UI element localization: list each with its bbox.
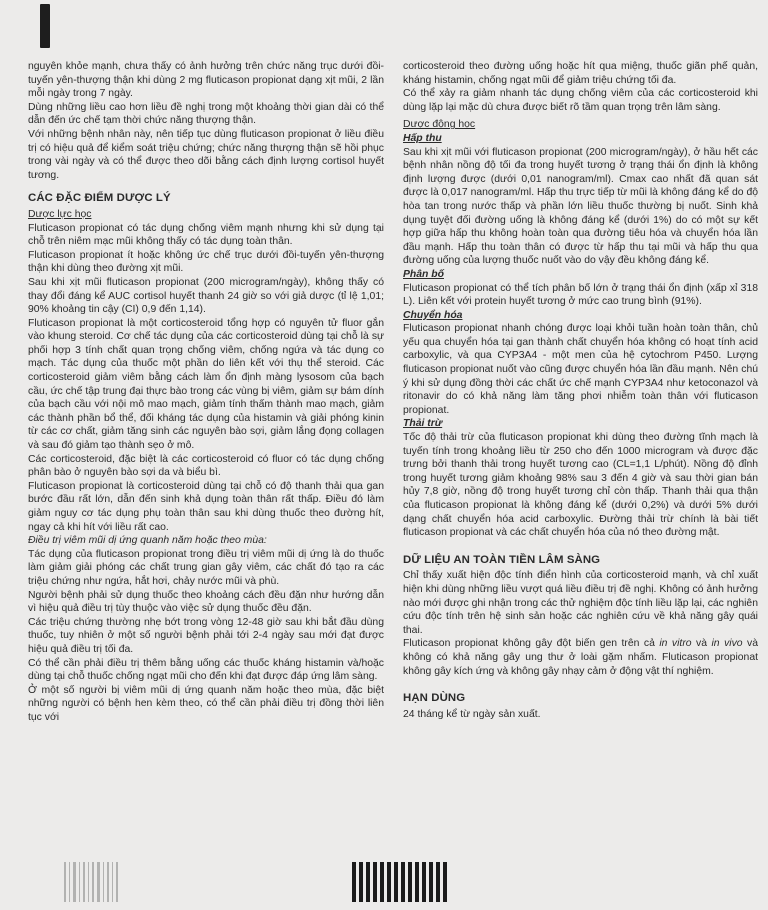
safety-text: và không có khả năng gây ung thư ở loài gặm nhấm. Fluticason propionat không gây kích ứng và không gây nhạy cảm ở động vật thí nghiệm. [403,638,758,677]
expiry-text: 24 tháng kể từ ngày sản xuất. [403,708,541,720]
intro-paragraph: Với những bệnh nhân này, nên tiếp tục dùng fluticason propionat ở liều điều trị có hiệu quả để kiểm soát triệu chứng; chức năng thượng thận sẽ hồi phục trong vài ngày và có thể được theo dõi bằng cách định lượng cortisol huyết tương. [28,128,384,181]
left-column [28,60,384,725]
continued-paragraph: corticosteroid theo đường uống hoặc hít qua miệng, thuốc giãn phế quản, kháng histamin, chống ngạt mũi để giảm triệu chứng tối đa. [403,61,758,86]
safety-text: Fluticason propionat không gây đột biến gen trên cả [403,638,660,650]
section-heading-safety: DỮ LIỆU AN TOÀN TIỀN LÂM SÀNG [403,553,601,566]
subheading-pharmacodynamics: Dược lực học [28,208,92,220]
pd-paragraph: Fluticason propionat là corticosteroid dùng tại chỗ có độ thanh thải qua gan bước đầu rất lớn, dẫn đến sinh khả dụng toàn thân rất thấp. Điều đó làm giảm nguy cơ tác dụng phụ toàn thân sau khi dùng thuốc theo đường hít, ngay cả khi hít với liều rất cao. [28,480,384,533]
subheading-elimination: Thải trừ [403,418,443,430]
elimination-paragraph: Tốc độ thải trừ của fluticason propionat khi dùng theo đường tĩnh mạch là tuyến tính trong khoảng liều từ 250 cho đến 1000 microgram và được đặc trưng bởi thanh thải trong huyết tương cao (CL=1,1 L/phút). Nồng độ đỉnh trong huyết tương giảm khoảng 98% sau 3 đến 4 giờ và sau thời gian bán hủy 7,8 giờ, nồng độ trong huyết tương chỉ còn thấp. Thanh thải qua thận của fluticason propionat là không đáng kể (dưới 0,2%) và dưới 5% dưới dạng chất chuyển hóa acid carboxylic. Đường thải trừ chính là bài tiết fluticason propionat và các chất chuyển hóa của nó theo đường mật. [403,432,758,539]
treatment-paragraph: Người bệnh phải sử dụng thuốc theo khoảng cách đều đặn như hướng dẫn vì hiệu quả điều trị tùy thuộc vào việc sử dụng thuốc đều đặn. [28,589,384,615]
subheading-treatment: Điều trị viêm mũi dị ứng quanh năm hoặc theo mùa: [28,535,267,547]
pd-paragraph: Sau khi xịt mũi fluticason propionat (200 microgram/ngày), không thấy có thay đổi đáng kể AUC cortisol huyết thanh 24 giờ so với giả dược (tỉ lệ 1,01; 90% khoảng tin cậy (CI) 0,9 đến 1,14). [28,276,384,316]
section-heading-expiry: HẠN DÙNG [403,692,466,705]
metabolism-paragraph: Fluticason propionat nhanh chóng được loại khỏi tuần hoàn toàn thân, chủ yếu qua chuyển hóa tại gan thành chất chuyển hóa không có hoạt tính acid carboxylic, và qua CYP3A4 - một men của hệ cytochrom P450. Lượng fluticason propionat nuốt vào cũng được chuyển hóa lần đầu mạnh. Nên chú ý khi sử dụng đồng thời các chất ức chế mạnh CYP3A4 như ketoconazol và ritonavir do có khả năng làm tăng phơi nhiễm toàn thân với fluticason propionat. [403,323,758,416]
intro-paragraph: nguyên khỏe mạnh, chưa thấy có ảnh hưởng trên chức năng trục dưới đồi-tuyến yên-thượng thận khi dùng 2 mg fluticason propionat dạng xịt mũi, 2 lần mỗi ngày trong 7 ngày. [28,61,384,100]
pd-paragraph: Fluticason propionat có tác dụng chống viêm mạnh nhưng khi sử dụng tại chỗ trên niêm mạc mũi không thấy có tác dụng toàn thân. [28,222,384,248]
intro-paragraph: Dùng những liều cao hơn liều đề nghị trong một khoảng thời gian dài có thể dẫn đến ức chế tạm thời chức năng thượng thận. [28,101,384,127]
barcode-faded [64,862,121,902]
subheading-absorption: Hấp thu [403,132,442,144]
barcode [352,862,450,902]
subheading-metabolism: Chuyển hóa [403,309,463,321]
safety-paragraph-genotox [403,637,758,678]
treatment-paragraph: Các triệu chứng thường nhẹ bớt trong vòng 12-48 giờ sau khi bắt đầu dùng thuốc, tuy nhiên ở một số người bệnh phải tới 2-4 ngày sau mới đạt được hiệu quả điều trị tối đa. [28,616,384,655]
subheading-pharmacokinetics: Dược động học [403,119,476,131]
absorption-paragraph: Sau khi xịt mũi với fluticason propionat (200 microgram/ngày), ở hầu hết các bệnh nhân nồng độ tối đa trong huyết tương ở trạng thái ổn định là không định lượng được (dưới 0,01 nanogram/ml). Cmax cao nhất đã quan sát được là 0,017 nanogram/ml. Hấp thu trực tiếp từ mũi là không đáng kể do độ hòa tan trong nước thấp và phần lớn liều thuốc thường bị nuốt. Sinh khả dụng tuyệt đối đường uống là không đáng kể (dưới 1%) do có một sự kết hợp giữa hấp thu không hoàn toàn qua đường tiêu hóa và chuyển hóa lần đầu mạnh. Hấp thu toàn thân có được từ hấp thu tại mũi và hấp thu qua đường uống của lượng thuốc nuốt vào do vậy đều không đáng kể. [403,146,758,267]
treatment-paragraph: Ở một số người bị viêm mũi dị ứng quanh năm hoặc theo mùa, đặc biệt những người có bệnh hen kèm theo, có thể cần phải điều trị đồng thời liên tục với [28,684,384,723]
treatment-paragraph: Tác dụng của fluticason propionat trong điều trị viêm mũi dị ứng là do thuốc làm giảm giải phóng các chất trung gian gây viêm, các chất đó tạo ra các triệu chứng như ngứa, hắt hơi, chảy nước mũi và phù. [28,548,384,587]
distribution-paragraph: Fluticason propionat có thể tích phân bố lớn ở trạng thái ổn định (xấp xỉ 318 L). Liên kết với protein huyết tương ở mức cao trung bình (91%). [403,282,758,308]
pd-paragraph: Fluticason propionat ít hoặc không ức chế trục dưới đồi-tuyến yên-thượng thận khi dùng theo đường xịt mũi. [28,249,384,275]
pd-paragraph: Fluticason propionat là một corticosteroid tổng hợp có nguyên tử fluor gắn vào khung steroid. Cơ chế tác dụng của các corticosteroid dùng tại chỗ là sự phối hợp 3 tính chất quan trọng chống viêm, chống ngứa và tác dụng co mạch. Tác dụng của thuốc một phần do liên kết với thụ thể steroid. Các corticosteroid giảm viêm bằng cách làm ổn định màng lysosom của bạch cầu, ức chế tập trung đại thực bào trong các vùng bị viêm, giảm sự bám dính của bạch cầu với nội mô mao mạch, giảm tính thấm thành mao mạch, giảm các thành phần bổ thể, đối kháng tác dụng của histamin và giải phóng kinin từ các cơ chất, giảm tăng sinh các nguyên bào sợi, giảm lắng đọng collagen và sau đó giảm tạo thành sẹo ở mô. [28,317,384,452]
treatment-paragraph: Có thể cần phải điều trị thêm bằng uống các thuốc kháng histamin và/hoặc dùng tại chỗ thuốc chống ngạt mũi cho đến khi đạt được đáp ứng lâm sàng. [28,657,384,683]
pd-paragraph: Các corticosteroid, đặc biệt là các corticosteroid có fluor có tác dụng chống phân bào ở nguyên bào sợi da và biểu bì. [28,453,384,479]
safety-text: và [691,638,712,650]
subheading-distribution: Phân bố [403,268,444,280]
registration-mark [40,4,50,48]
in-vitro-term: in vitro [659,638,692,650]
section-heading-pharmacology: CÁC ĐẶC ĐIỂM DƯỢC LÝ [28,192,171,205]
right-column [403,60,758,721]
in-vivo-term: in vivo [711,638,743,650]
safety-paragraph: Chỉ thấy xuất hiện độc tính điển hình của corticosteroid mạnh, và chỉ xuất hiện khi dùng những liều vượt quá liều điều trị đề nghị. Không có ảnh hưởng nào mới được ghi nhận trong các thử nghiệm độc tính liều lặp lại, các nghiên cứu độc tính trên hệ sinh sản hoặc các nghiên cứu về khả năng gây quái thai. [403,570,758,636]
continued-paragraph: Có thể xảy ra giảm nhanh tác dụng chống viêm của các corticosteroid khi dùng lặp lại mặc dù chưa được biết rõ tầm quan trọng trên lâm sàng. [403,88,758,113]
